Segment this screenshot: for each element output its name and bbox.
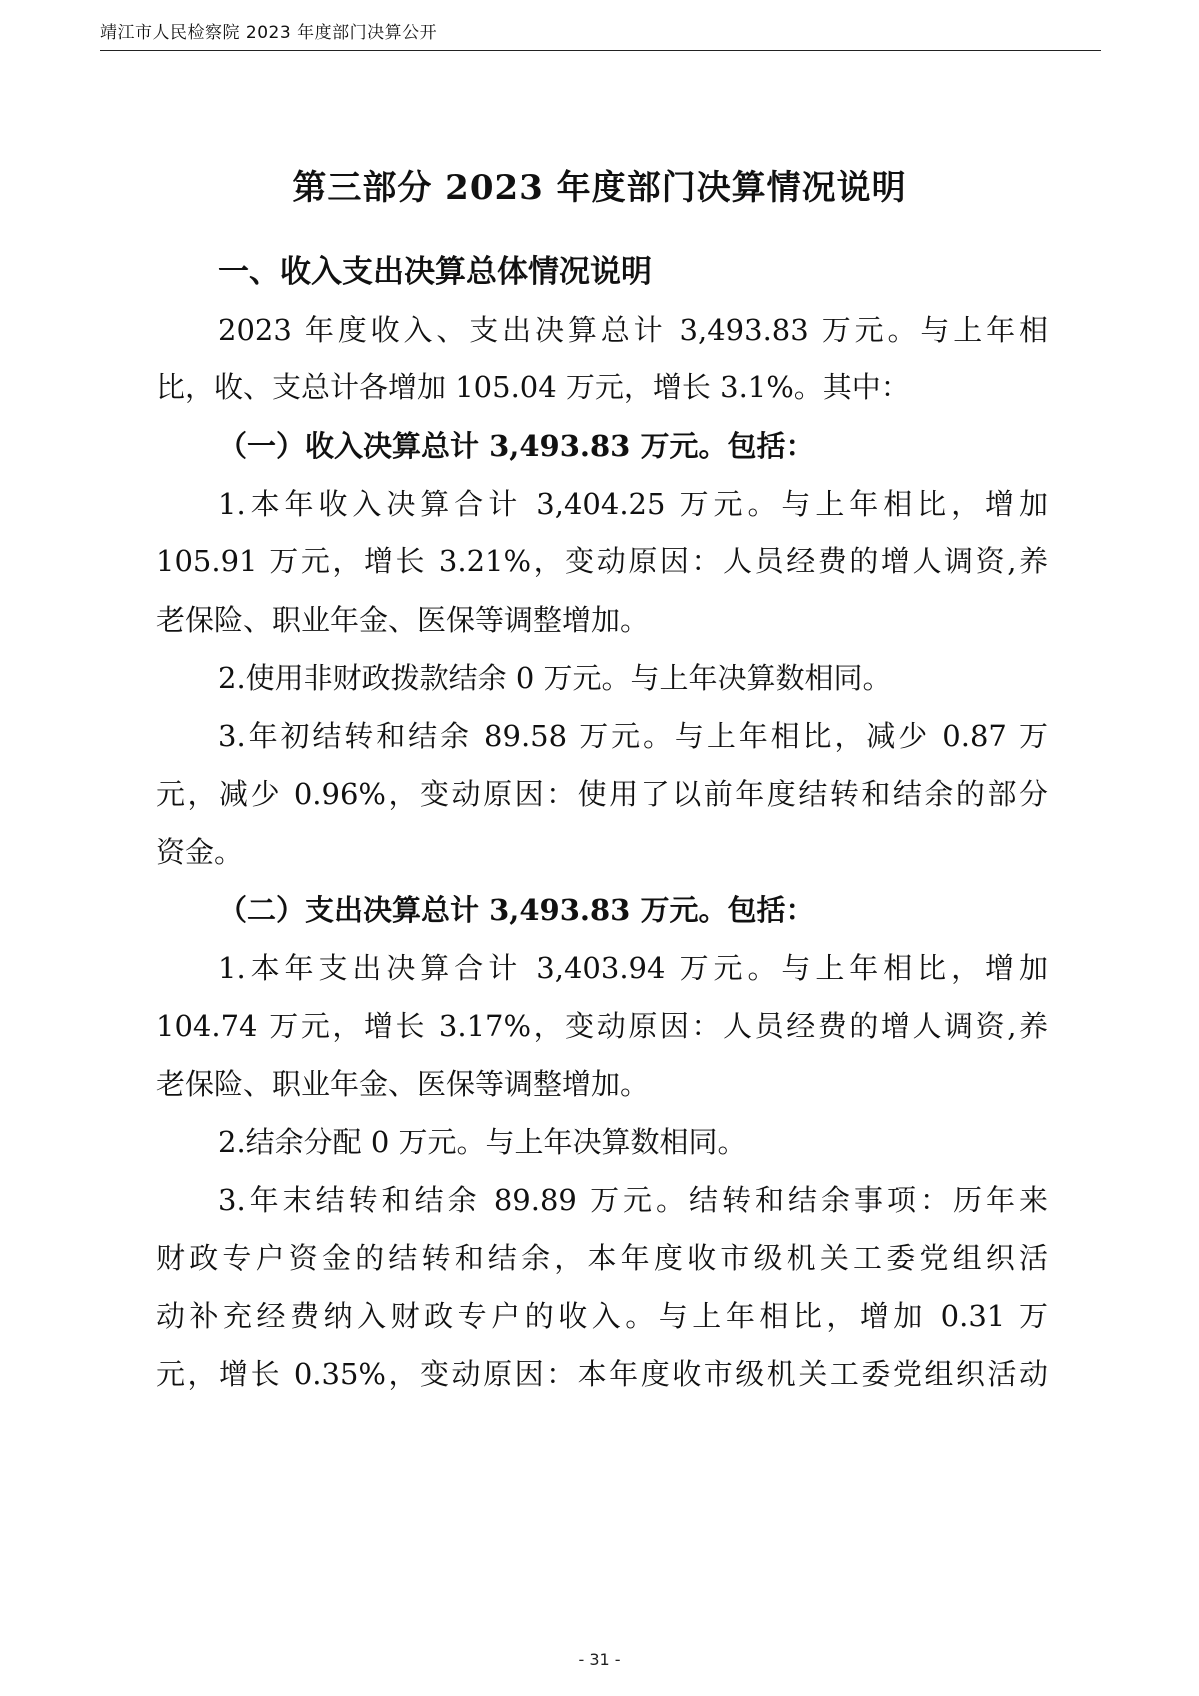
paragraph-line: 老保险、职业年金、医保等调整增加。 bbox=[156, 603, 650, 637]
paragraph-line: 元，增长 0.35%，变动原因：本年度收市级机关工委党组织活动 bbox=[156, 1357, 1048, 1391]
paragraph-line: 元，减少 0.96%，变动原因：使用了以前年度结转和结余的部分 bbox=[156, 777, 1048, 811]
header-divider bbox=[100, 50, 1101, 51]
paragraph-line: 资金。 bbox=[156, 835, 244, 869]
running-header: 靖江市人民检察院 2023 年度部门决算公开 bbox=[100, 23, 438, 43]
paragraph-line: 1.本年收入决算合计 3,404.25 万元。与上年相比，增加 bbox=[218, 487, 1048, 521]
paragraph-line: 1.本年支出决算合计 3,403.94 万元。与上年相比，增加 bbox=[218, 951, 1048, 985]
paragraph-line: 3.年末结转和结余 89.89 万元。结转和结余事项：历年来 bbox=[218, 1183, 1048, 1217]
page-number: - 31 - bbox=[578, 1650, 621, 1669]
paragraph-line: 2.使用非财政拨款结余 0 万元。与上年决算数相同。 bbox=[218, 661, 892, 695]
subsection-heading: （二）支出决算总计 3,493.83 万元。包括： bbox=[218, 893, 815, 927]
paragraph-line: 比，收、支总计各增加 105.04 万元，增长 3.1%。其中： bbox=[156, 370, 910, 404]
paragraph-line: 财政专户资金的结转和结余，本年度收市级机关工委党组织活 bbox=[156, 1241, 1048, 1275]
paragraph-line: 动补充经费纳入财政专户的收入。与上年相比，增加 0.31 万 bbox=[156, 1299, 1048, 1333]
paragraph-line: 2023 年度收入、支出决算总计 3,493.83 万元。与上年相 bbox=[218, 313, 1048, 347]
paragraph-line: 老保险、职业年金、医保等调整增加。 bbox=[156, 1067, 650, 1101]
page-title: 第三部分 2023 年度部门决算情况说明 bbox=[292, 168, 907, 208]
paragraph-line: 104.74 万元，增长 3.17%，变动原因：人员经费的增人调资,养 bbox=[156, 1009, 1048, 1043]
paragraph-line: 105.91 万元，增长 3.21%，变动原因：人员经费的增人调资,养 bbox=[156, 544, 1048, 578]
paragraph-line: 2.结余分配 0 万元。与上年决算数相同。 bbox=[218, 1125, 747, 1159]
section-heading: 一、收入支出决算总体情况说明 bbox=[218, 254, 652, 290]
subsection-heading: （一）收入决算总计 3,493.83 万元。包括： bbox=[218, 429, 815, 463]
paragraph-line: 3.年初结转和结余 89.58 万元。与上年相比，减少 0.87 万 bbox=[218, 719, 1048, 753]
